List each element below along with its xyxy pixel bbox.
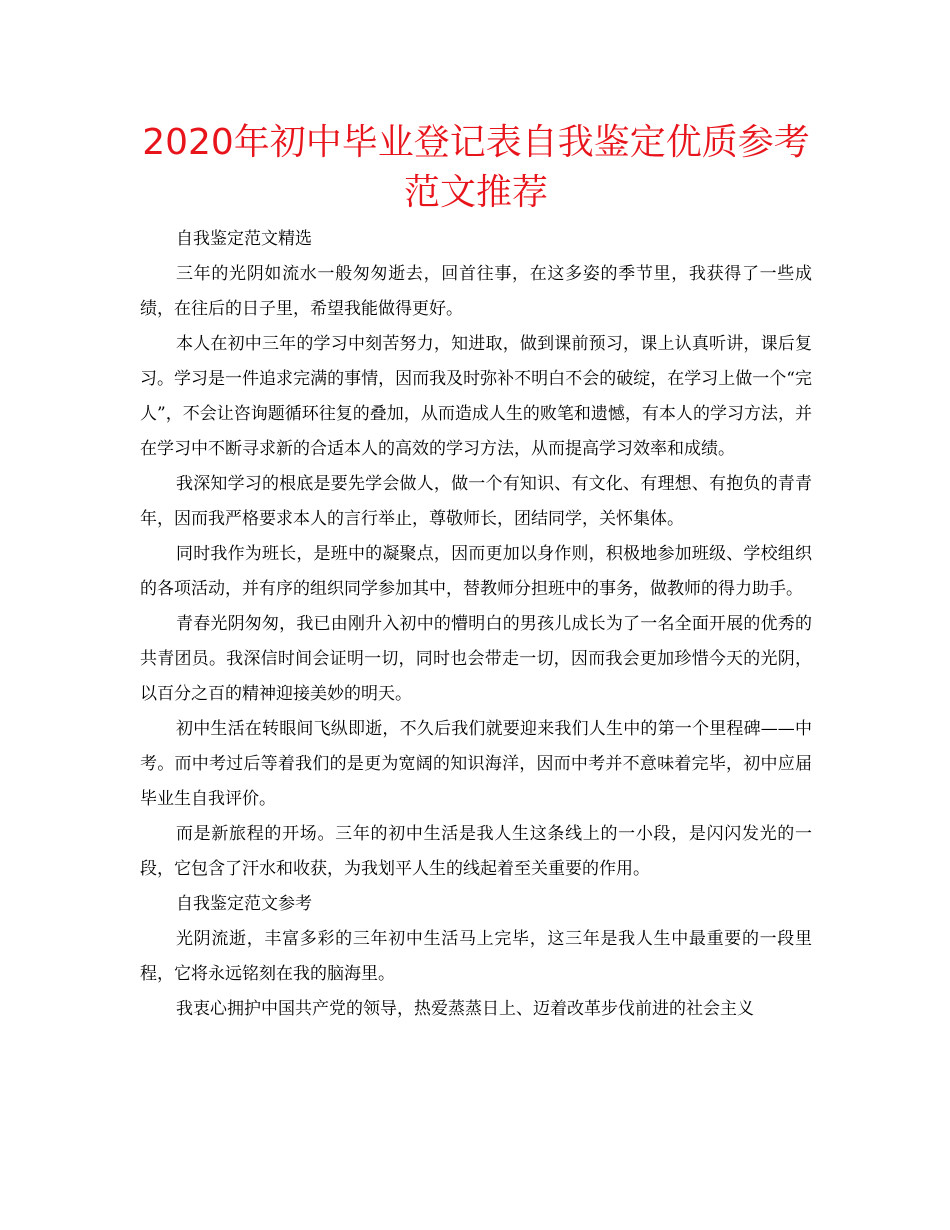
- paragraph: 本人在初中三年的学习中刻苦努力，知进取，做到课前预习，课上认真听讲，课后复习。学习是一件追求完满的事情，因而我及时弥补不明白不会的破绽，在学习上做一个“完人”，不会让咨询题循环往复的叠加，从而造成人生的败笔和遗憾，有本人的学习方法，并在学习中不断寻求新的合适本人的高效的学习方法，从而提高学习效率和成绩。: [140, 334, 812, 459]
- paragraph: 青春光阴匆匆，我已由刚升入初中的懵明白的男孩儿成长为了一名全面开展的优秀的共青团员。我深信时间会证明一切，同时也会带走一切，因而我会更加珍惜今天的光阴，以百分之百的精神迎接美妙的明天。: [140, 614, 812, 704]
- paragraph: 初中生活在转眼间飞纵即逝，不久后我们就要迎来我们人生中的第一个里程碑——中考。而中考过后等着我们的是更为宽阔的知识海洋，因而中考并不意味着完毕，初中应届毕业生自我评价。: [140, 719, 812, 809]
- paragraph: 而是新旅程的开场。三年的初中生活是我人生这条线上的一小段，是闪闪发光的一段，它包含了汗水和收获，为我划平人生的线起着至关重要的作用。: [140, 824, 812, 879]
- document-page: [140, 118, 812, 1027]
- paragraph: 光阴流逝，丰富多彩的三年初中生活马上完毕，这三年是我人生中最重要的一段里程，它将永远铭刻在我的脑海里。: [140, 929, 812, 984]
- paragraph: 同时我作为班长，是班中的凝聚点，因而更加以身作则，积极地参加班级、学校组织的各项活动，并有序的组织同学参加其中，替教师分担班中的事务，做教师的得力助手。: [140, 544, 812, 599]
- section-heading-reference-samples: 自我鉴定范文参考: [176, 894, 312, 914]
- paragraph: 我衷心拥护中国共产党的领导，热爱蒸蒸日上、迈着改革步伐前进的社会主义: [176, 999, 754, 1019]
- document-title: 2020年初中毕业登记表自我鉴定优质参考范文推荐: [142, 122, 810, 213]
- paragraph: 我深知学习的根底是要先学会做人，做一个有知识、有文化、有理想、有抱负的青青年，因而我严格要求本人的言行举止，尊敬师长，团结同学，关怀集体。: [140, 474, 812, 529]
- section-heading-selected-samples: 自我鉴定范文精选: [176, 229, 312, 249]
- paragraph: 三年的光阴如流水一般匆匆逝去，回首往事，在这多姿的季节里，我获得了一些成绩，在往后的日子里，希望我能做得更好。: [140, 264, 812, 319]
- document-body: [140, 222, 812, 1027]
